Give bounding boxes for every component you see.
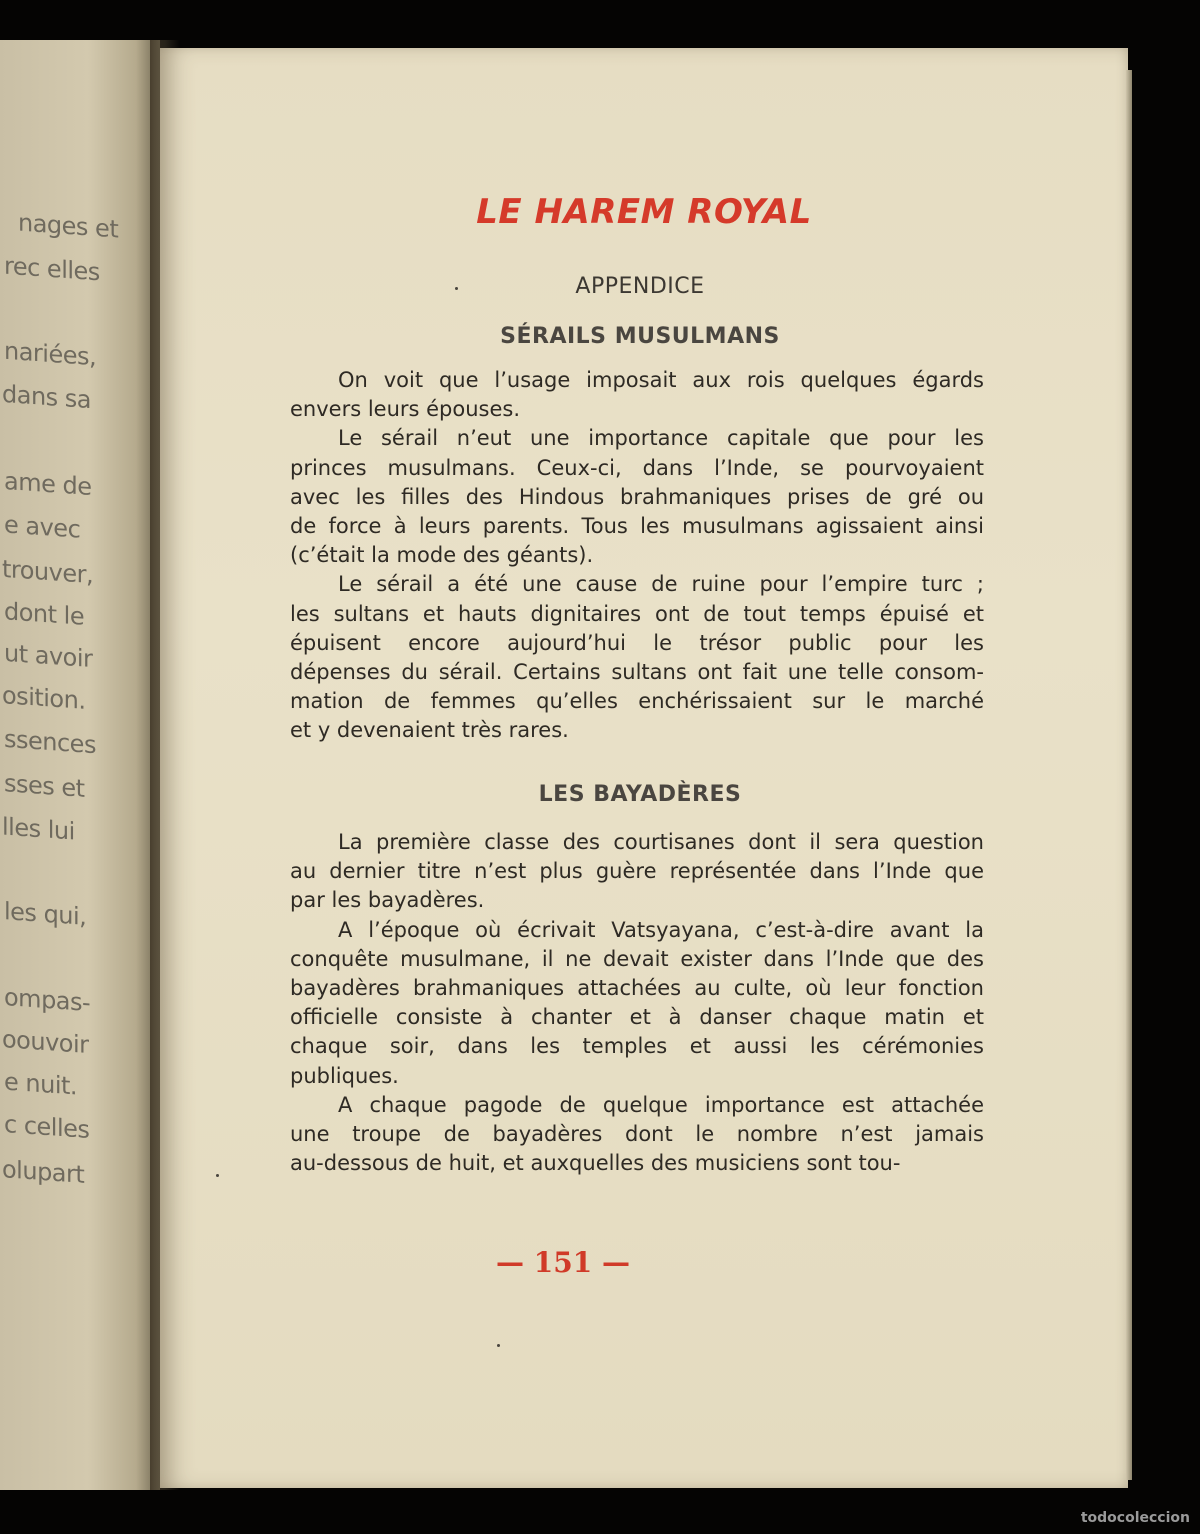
- text-line: une troupe de bayadères dont le nombre n’est jamais: [290, 1121, 984, 1146]
- text-line: A chaque pagode de quelque importance est attachée: [338, 1092, 984, 1117]
- section-serails-text: [290, 366, 984, 745]
- text-line: dépenses du sérail. Certains sultans ont fait une telle consom-: [290, 659, 984, 684]
- page-number: [160, 1246, 966, 1279]
- section-heading-serails: SÉRAILS MUSULMANS: [500, 324, 780, 349]
- left-page-text-fragment: lles lui: [2, 812, 75, 846]
- left-page-text-fragment: e avec: [4, 510, 81, 544]
- text-line: conquête musulmane, il ne devait exister dans l’Inde que des: [290, 946, 984, 971]
- left-page-text-fragment: nariées,: [4, 336, 97, 372]
- text-line: épuisent encore aujourd’hui le trésor public pour les: [290, 630, 984, 655]
- section-heading-bayaderes: LES BAYADÈRES: [538, 782, 742, 807]
- text-line: princes musulmans. Ceux-ci, dans l’Inde, se pourvoyaient: [290, 455, 984, 480]
- text-line: mation de femmes qu’elles enchérissaient sur le marché: [290, 689, 984, 714]
- left-page-text-fragment: dans sa: [2, 379, 91, 415]
- text-line: au dernier titre n’est plus guère représentée dans l’Inde que: [290, 859, 984, 884]
- text-line: par les bayadères.: [290, 888, 485, 913]
- ink-speck: [216, 1174, 219, 1177]
- left-page-text-fragment: ssences: [4, 724, 96, 760]
- left-page-text-fragment: ut avoir: [4, 638, 93, 674]
- left-page-text-fragment: sses et: [4, 769, 85, 803]
- text-line: officielle consiste à chanter et à danser chaque matin et: [290, 1005, 984, 1030]
- left-page-text-fragment: oouvoir: [2, 1024, 89, 1060]
- page-edge: [1126, 70, 1132, 1480]
- left-page-text-fragment: dont le: [4, 597, 85, 631]
- section-bayaderes-text: [290, 828, 984, 1178]
- left-page-text-fragment: nages et: [18, 208, 119, 244]
- page-title: LE HAREM ROYAL: [476, 192, 812, 232]
- left-page-text-fragment: c celles: [4, 1110, 90, 1144]
- text-line: avec les filles des Hindous brahmaniques prises de gré ou: [290, 484, 984, 509]
- page-number-value: 151: [533, 1246, 593, 1279]
- text-line: envers leurs épouses.: [290, 397, 521, 422]
- text-line: La première classe des courtisanes dont il sera question: [338, 830, 984, 854]
- left-page-text-fragment: osition.: [2, 681, 86, 715]
- text-line: et y devenaient très rares.: [290, 718, 569, 743]
- text-line: Le sérail a été une cause de ruine pour l’empire turc ;: [338, 572, 984, 597]
- text-line: On voit que l’usage imposait aux rois quelques égards: [338, 368, 984, 392]
- ink-speck: [455, 287, 458, 290]
- left-page-text-fragment: rec elles: [4, 251, 100, 287]
- text-line: bayadères brahmaniques attachées au culte, où leur fonction: [290, 975, 984, 1000]
- text-line: chaque soir, dans les temples et aussi les cérémonies: [290, 1034, 984, 1059]
- text-line: au-dessous de huit, et auxquelles des musiciens sont tou-: [290, 1151, 901, 1176]
- left-page-text-fragment: ompas-: [4, 982, 91, 1018]
- ink-speck: [497, 1344, 500, 1347]
- page-number-dash-left: —: [496, 1246, 525, 1279]
- left-facing-page: [0, 40, 160, 1490]
- left-page-text-fragment: e nuit.: [4, 1067, 78, 1101]
- left-page-text-fragment: trouver,: [2, 554, 94, 590]
- left-page-text-fragment: ame de: [4, 466, 92, 502]
- text-line: publiques.: [290, 1063, 399, 1088]
- text-line: de force à leurs parents. Tous les musulmans agissaient ainsi: [290, 513, 984, 538]
- page-number-dash-right: —: [601, 1246, 630, 1279]
- text-line: les sultans et hauts dignitaires ont de tout temps épuisé et: [290, 601, 984, 626]
- appendix-heading: APPENDICE: [575, 274, 705, 299]
- watermark: todocoleccion: [1080, 1510, 1190, 1526]
- text-line: (c’était la mode des géants).: [290, 543, 594, 568]
- text-line: Le sérail n’eut une importance capitale que pour les: [338, 426, 984, 451]
- left-page-text-fragment: les qui,: [4, 897, 87, 931]
- left-page-text-fragment: olupart: [2, 1155, 85, 1189]
- text-line: A l’époque où écrivait Vatsyayana, c’est-à-dire avant la: [338, 917, 984, 942]
